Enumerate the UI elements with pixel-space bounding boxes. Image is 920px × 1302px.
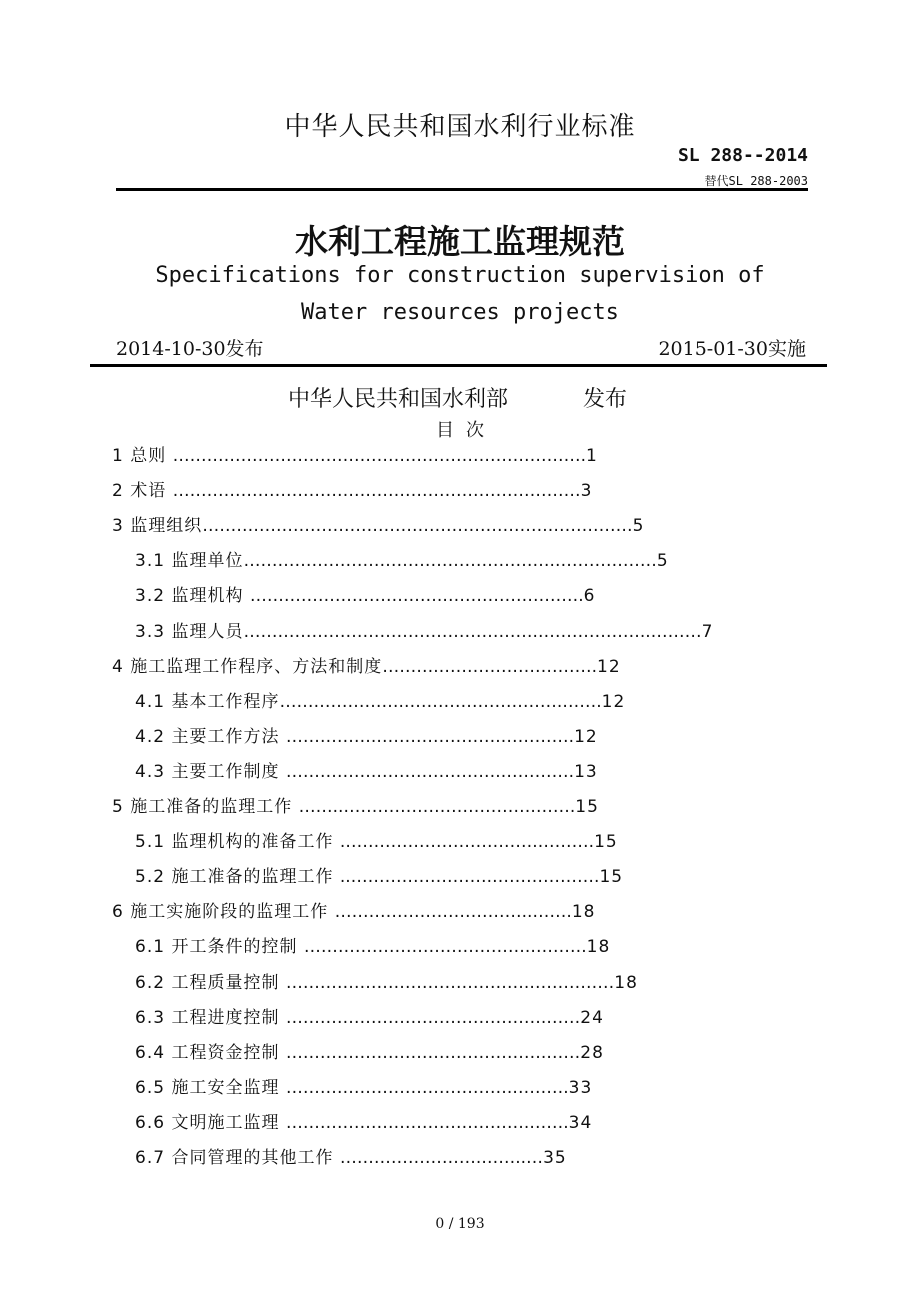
toc-entry — [135, 1005, 604, 1031]
toc-entry-label: 6.1 开工条件的控制 — [135, 937, 304, 958]
publisher-name: 中华人民共和国水利部 — [288, 387, 509, 412]
toc-entry — [135, 970, 638, 996]
toc-entry-page: 1 — [586, 446, 598, 466]
toc-entry-label: 5 施工准备的监理工作 — [112, 797, 299, 817]
toc-entry-label: 4.3 主要工作制度 — [135, 761, 286, 782]
issue-date: 2014-10-30发布 — [116, 338, 264, 360]
toc-entry-page: 15 — [575, 797, 599, 817]
toc-entry-label: 1 总则 — [112, 446, 173, 466]
toc-entry-leader: ……………………………..……. — [334, 902, 572, 923]
toc-entry-page: 13 — [574, 761, 598, 782]
publish-label: 发布 — [583, 387, 628, 412]
toc-entry-page: 5 — [656, 551, 669, 572]
toc-entry-page: 18 — [586, 937, 611, 958]
toc-entry — [135, 1040, 604, 1066]
toc-entry-leader: ……………………………………………………………… — [172, 481, 581, 502]
toc-entry-page: 35 — [543, 1148, 567, 1168]
toc-entry-label: 6.2 工程质量控制 — [135, 972, 286, 993]
toc-entry-label: 6 施工实施阶段的监理工作 — [112, 902, 335, 923]
effective-date: 2015-01-30实施 — [658, 338, 806, 360]
toc-entry-page: 34 — [568, 1112, 593, 1133]
toc-entry-leader: …………….………………….…………. — [285, 761, 575, 782]
toc-entry-leader: .…………………………….………. — [339, 832, 595, 853]
toc-entry — [112, 899, 595, 925]
toc-entry-label: 5.1 监理机构的准备工作 — [135, 832, 340, 853]
toc-entry-leader: ………………………………….………. — [303, 937, 587, 958]
toc-entry — [135, 619, 714, 645]
toc-entry — [135, 724, 598, 750]
toc-entry-label: 6.5 施工安全监理 — [135, 1077, 286, 1098]
toc-entry — [135, 1110, 592, 1136]
toc-entry-label: 4 施工监理工作程序、方法和制度 — [112, 656, 383, 677]
toc-entry — [135, 759, 598, 785]
toc-entry-label: 3 监理组织 — [112, 516, 203, 537]
toc-entry-page: 28 — [580, 1042, 604, 1063]
toc-entry-page: 7 — [701, 621, 714, 642]
toc-entry-page: 3 — [580, 481, 593, 502]
toc-entry-page: 24 — [580, 1007, 604, 1028]
toc-entry — [112, 794, 599, 820]
toc-entry-page: 33 — [568, 1077, 593, 1098]
toc-entry — [135, 864, 623, 890]
toc-entry — [135, 934, 610, 960]
toc-entry-label: 6.6 文明施工监理 — [135, 1112, 286, 1133]
toc-entry — [135, 1075, 592, 1101]
toc-entry — [112, 443, 598, 469]
toc-entry-leader: ………………….……………………….……. — [279, 691, 602, 712]
toc-entry-leader: ……………………………………….…… — [285, 1007, 581, 1028]
toc-entry-leader: ……….………………………. — [382, 656, 598, 677]
toc-entry-leader: ………………………………….………. — [285, 1077, 569, 1098]
toc-entry-page: 12 — [597, 656, 621, 677]
toc-entry — [135, 1145, 567, 1171]
toc-entry-leader: …………………….……..… — [339, 1148, 544, 1168]
toc-entry-page: 15 — [599, 867, 624, 888]
toc-entry-leader: …………………………………….……. — [285, 1112, 569, 1133]
toc-entry-label: 3.3 监理人员 — [135, 621, 244, 642]
toc-entry-page: 5 — [632, 516, 645, 537]
toc-entry-page: 12 — [574, 726, 598, 747]
toc-entry — [112, 654, 621, 680]
toc-entry-leader: …………………………….……………………. — [249, 586, 584, 607]
toc-entry-label: 2 术语 — [112, 481, 173, 502]
toc-entry-label: 3.2 监理机构 — [135, 586, 250, 607]
standard-code: SL 288--2014 — [677, 145, 808, 166]
toc-entry-label: 5.2 施工准备的监理工作 — [135, 867, 340, 888]
toc-entry-page: 18 — [614, 972, 638, 993]
toc-entry-page: 12 — [601, 691, 626, 712]
document-title: 水利工程施工监理规范 — [295, 222, 625, 261]
toc-entry-leader: …………………………………….…………… — [285, 972, 615, 993]
toc-entry-page: 18 — [571, 902, 596, 923]
toc-entry-label: 4.2 主要工作方法 — [135, 726, 286, 747]
toc-entry-leader: ..…………………….………………. — [339, 867, 600, 888]
industry-standard-heading: 中华人民共和国水利行业标准 — [284, 112, 636, 142]
date-divider — [90, 364, 827, 367]
toc-entry-label: 6.4 工程资金控制 — [135, 1042, 286, 1063]
toc-entry-leader: …………………………………………….………………..……… — [243, 621, 702, 642]
toc-entry — [135, 829, 618, 855]
english-title-line-2: Water resources projects — [301, 300, 619, 325]
toc-entry — [135, 548, 669, 574]
toc-entry-label: 4.1 基本工作程序 — [135, 691, 280, 712]
replaces-note: 替代SL 288-2003 — [704, 174, 808, 188]
toc-entry-label: 3.1 监理单位 — [135, 551, 244, 572]
toc-entry — [135, 689, 625, 715]
header-divider — [116, 188, 808, 191]
toc-entry — [112, 478, 592, 504]
toc-entry-page: 6 — [583, 586, 596, 607]
toc-entry — [135, 583, 595, 609]
toc-title: 目次 — [436, 420, 496, 441]
toc-entry-leader: ……………………………………….…… — [285, 1042, 581, 1063]
toc-entry-leader: ………………………………………………………………. — [172, 446, 587, 466]
toc-entry-page: 15 — [594, 832, 618, 853]
toc-entry-label: 6.7 合同管理的其他工作 — [135, 1148, 340, 1168]
toc-entry — [112, 513, 644, 539]
toc-entry-leader: ……..…………………………….……. — [298, 797, 576, 817]
toc-entry-leader: …………….………………….…………. — [285, 726, 575, 747]
toc-entry-leader: ……………………………………………….……………… — [243, 551, 657, 572]
toc-entry-label: 6.3 工程进度控制 — [135, 1007, 286, 1028]
toc-entry-leader: …………………………………………………….…………… — [202, 516, 633, 537]
english-title-line-1: Specifications for construction supervision of — [155, 263, 765, 288]
page-indicator: 0 / 193 — [435, 1216, 485, 1232]
